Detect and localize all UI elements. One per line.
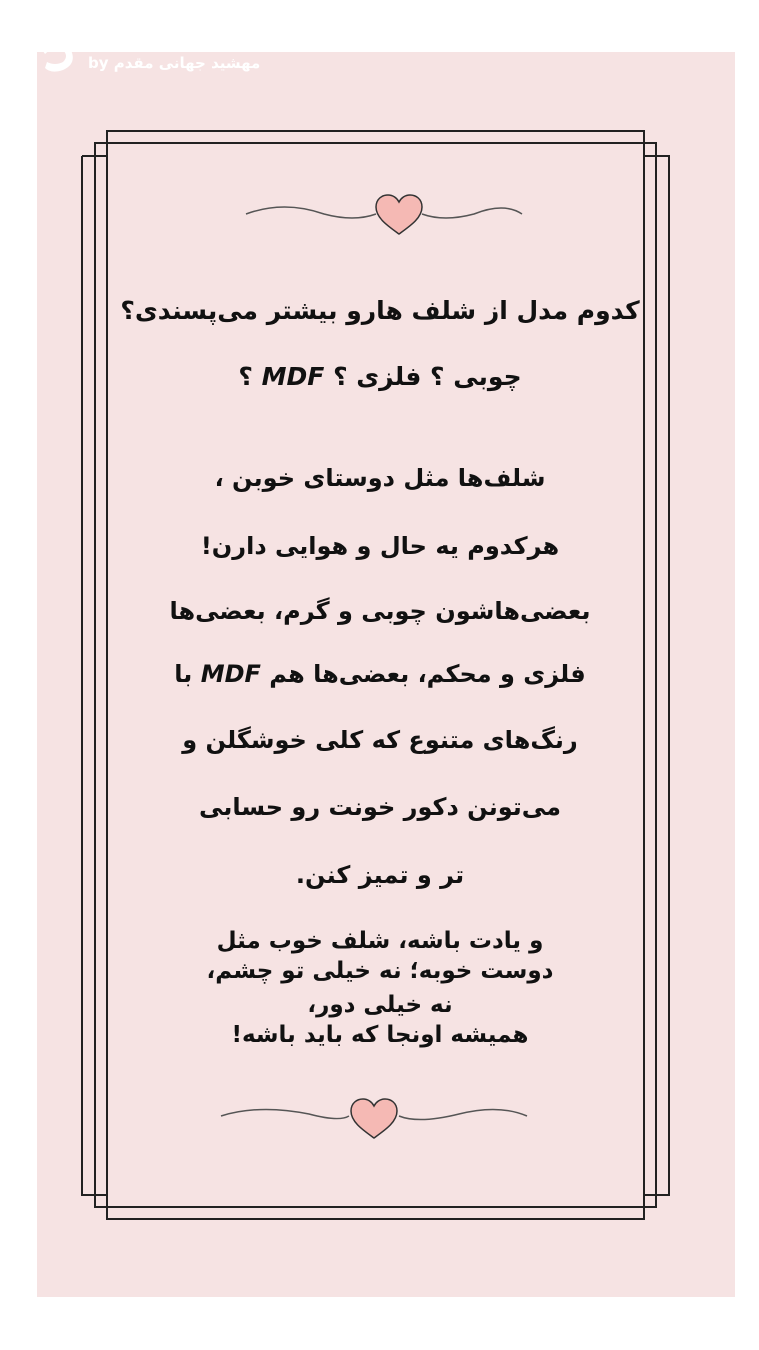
closing-line-3: نه خیلی دور،: [307, 992, 453, 1018]
body-line-3: بعضی‌هاشون چوبی و گرم، بعضی‌ها: [169, 597, 591, 625]
mdf-label: MDF: [200, 660, 261, 688]
question-options: چوبی ؟ فلزی ؟: [333, 362, 522, 391]
closing-line-1: و یادت باشه، شلف خوب مثل: [216, 928, 544, 954]
heart-icon: [351, 1099, 397, 1138]
body-line-2: هرکدوم یه حال و هوایی دارن!: [200, 532, 560, 560]
body-line-5: رنگ‌های متنوع که کلی خوشگلن و: [182, 726, 578, 754]
body-line-6: می‌تونن دکور خونت رو حسابی: [199, 793, 561, 821]
heart-divider-top: [244, 190, 524, 240]
mdf-label: MDF: [261, 362, 325, 391]
author-credit: by مهشید جهانی مقدم: [88, 54, 261, 72]
closing-line-4: همیشه اونجا که باید باشه!: [231, 1022, 529, 1048]
question-line-1: کدوم مدل از شلف هارو بیشتر می‌پسندی؟: [120, 296, 640, 325]
body-line-1: شلف‌ها مثل دوستای خوبن ،: [214, 464, 546, 492]
body-line-4-end: با: [174, 660, 193, 688]
body-line-4-start: فلزی و محکم، بعضی‌ها هم: [269, 660, 586, 688]
heart-divider-bottom: [219, 1092, 529, 1142]
question-mark: ؟: [238, 362, 253, 391]
body-line-4: [110, 660, 650, 688]
question-line-2: [110, 362, 650, 391]
heart-icon: [376, 195, 422, 234]
closing-line-2: دوست خوبه؛ نه خیلی تو چشم،: [206, 958, 554, 984]
body-line-7: تر و تمیز کنن.: [295, 861, 465, 889]
